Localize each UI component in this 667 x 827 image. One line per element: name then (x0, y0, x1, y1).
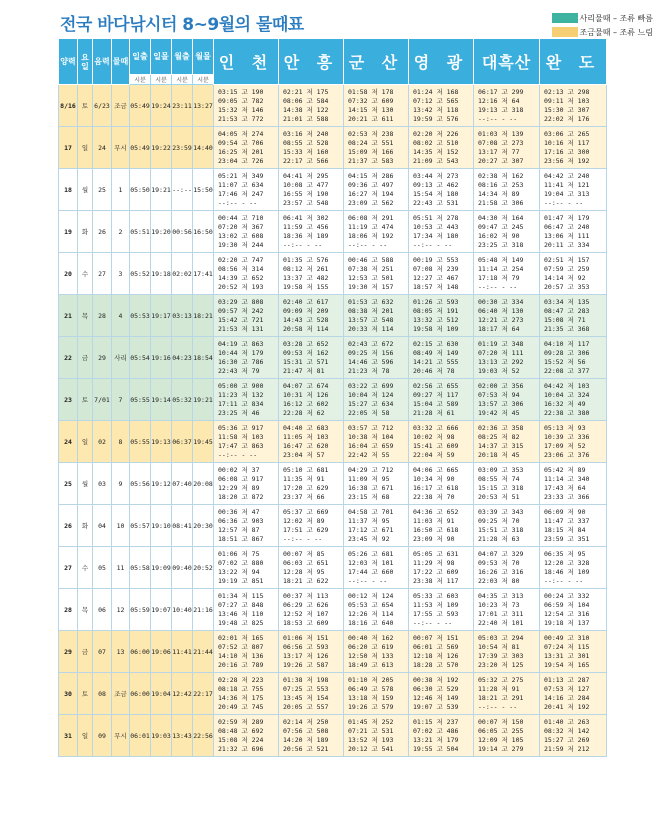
sunrise-cell: 05:50 (130, 169, 151, 211)
legend-item-neap-tide (552, 26, 653, 38)
moonset-cell: 19:45 (193, 421, 214, 463)
sunset-cell: 19:24 (151, 85, 172, 127)
lunar-date-cell: 02 (93, 421, 112, 463)
tide-times-anheung: 04:07 고 674 10:31 저 126 16:12 고 602 22:28 저 62 (279, 379, 344, 421)
moonrise-cell: 06:37 (172, 421, 193, 463)
sunrise-cell: 05:51 (130, 211, 151, 253)
solar-date-cell: 25 (59, 463, 78, 505)
moonset-cell: 14:40 (193, 127, 214, 169)
sunrise-cell: 06:00 (130, 631, 151, 673)
moonrise-cell: 23:59 (172, 127, 193, 169)
tide-times-daeheuksan: 05:03 고 294 10:54 저 81 17:39 고 303 23:20 저 125 (474, 631, 540, 673)
moonset-cell: 19:21 (193, 379, 214, 421)
sunset-cell: 19:12 (151, 463, 172, 505)
moonset-cell: 22:17 (193, 673, 214, 715)
tide-times-yeonggwang: 01:24 저 168 07:12 고 565 13:42 저 118 19:59 고 576 (409, 85, 474, 127)
tide-times-wando: 00:24 고 332 06:59 저 104 12:54 고 316 19:18 저 137 (540, 589, 607, 631)
tide-times-anheung: 00:37 저 113 06:29 고 626 12:52 저 107 18:53 고 609 (279, 589, 344, 631)
tide-times-yeonggwang: 01:26 고 593 08:05 저 191 13:32 고 512 19:58 저 109 (409, 295, 474, 337)
header-tide-name: 물때 (112, 39, 130, 85)
tide-times-anheung: 03:16 저 240 08:55 고 528 15:33 저 160 22:17 고 566 (279, 127, 344, 169)
moonrise-cell: 10:40 (172, 589, 193, 631)
weekday-cell: 수 (78, 547, 93, 589)
tide-times-gunsan: 02:43 고 672 09:25 저 156 14:46 고 596 21:23 저 78 (344, 337, 409, 379)
tide-name-cell: 9 (112, 463, 130, 505)
tide-times-yeonggwang: 03:32 고 666 10:02 저 98 15:41 고 609 22:04 저 59 (409, 421, 474, 463)
tide-times-wando: 01:40 고 263 08:32 저 142 15:27 고 269 21:59 저 212 (540, 715, 607, 757)
tide-times-wando: 03:34 저 135 08:47 고 283 15:08 저 71 21:35 고 368 (540, 295, 607, 337)
tide-times-anheung: 05:37 고 669 12:02 저 89 17:51 고 629 --:-- - -- (279, 505, 344, 547)
tide-times-incheon: 02:59 저 289 08:48 고 692 15:08 저 224 21:32 고 696 (214, 715, 279, 757)
tide-times-gunsan: 04:58 고 701 11:37 저 95 17:12 고 671 23:45 저 92 (344, 505, 409, 547)
weekday-cell: 월 (78, 169, 93, 211)
tide-times-yeonggwang: 04:36 고 652 11:03 저 91 16:50 고 618 23:09 저 90 (409, 505, 474, 547)
table-row (59, 295, 607, 337)
tide-times-daeheuksan: 05:48 저 149 11:14 고 254 17:18 저 79 --:-- - -- (474, 253, 540, 295)
tide-times-gunsan: 01:45 저 252 07:21 고 531 13:52 저 193 20:12 고 541 (344, 715, 409, 757)
tide-times-incheon: 02:01 저 165 07:52 고 807 14:10 저 136 20:16 고 789 (214, 631, 279, 673)
moonrise-cell: 07:40 (172, 463, 193, 505)
tide-times-yeonggwang: 03:44 저 273 09:13 고 462 15:54 저 180 22:43 고 531 (409, 169, 474, 211)
weekday-cell: 화 (78, 211, 93, 253)
page-title: 전국 바다낚시터 8~9월의 물때표 (60, 15, 304, 35)
tide-times-daeheuksan: 03:09 고 353 08:55 저 74 15:15 고 318 20:53 저 51 (474, 463, 540, 505)
tide-name-cell: 2 (112, 211, 130, 253)
solar-date-cell: 20 (59, 253, 78, 295)
tide-name-cell: 11 (112, 547, 130, 589)
sunset-cell: 19:10 (151, 505, 172, 547)
unit-label: 시분 (151, 75, 172, 85)
sunset-cell: 19:22 (151, 127, 172, 169)
moonset-cell: 22:56 (193, 715, 214, 757)
sunrise-cell: 05:56 (130, 463, 151, 505)
tide-times-incheon: 03:29 고 808 09:57 저 242 15:42 고 721 21:53 저 131 (214, 295, 279, 337)
header-station-wando: 완 도 (540, 39, 607, 85)
sunrise-cell: 06:00 (130, 673, 151, 715)
sunset-cell: 19:07 (151, 589, 172, 631)
moonset-cell: 20:08 (193, 463, 214, 505)
solar-date-cell: 17 (59, 127, 78, 169)
legend-swatch (552, 13, 578, 23)
sunrise-cell: 05:49 (130, 127, 151, 169)
lunar-date-cell: 24 (93, 127, 112, 169)
lunar-date-cell: 04 (93, 505, 112, 547)
moonrise-cell: 08:41 (172, 505, 193, 547)
moonset-cell: 20:30 (193, 505, 214, 547)
header-weekday: 요일 (78, 39, 93, 85)
lunar-date-cell: 25 (93, 169, 112, 211)
tide-times-wando: 05:42 저 89 11:14 고 340 17:43 저 64 23:33 고 366 (540, 463, 607, 505)
lunar-date-cell: 28 (93, 295, 112, 337)
tide-times-incheon: 01:06 저 75 07:02 고 880 13:22 저 94 19:19 고 851 (214, 547, 279, 589)
moonset-cell: 21:44 (193, 631, 214, 673)
legend-swatch (552, 27, 578, 37)
tide-times-yeonggwang: 00:19 고 553 07:08 저 239 12:27 고 467 18:57 저 148 (409, 253, 474, 295)
tide-times-wando: 04:10 저 117 09:28 고 306 15:52 저 56 22:08 고 377 (540, 337, 607, 379)
weekday-cell: 월 (78, 463, 93, 505)
tide-times-gunsan: 01:58 저 178 07:32 고 609 14:15 저 130 20:21 고 611 (344, 85, 409, 127)
lunar-date-cell: 05 (93, 547, 112, 589)
tide-times-anheung: 02:40 고 617 09:09 저 209 14:43 고 528 20:58 저 114 (279, 295, 344, 337)
tide-times-gunsan: 03:22 고 699 10:04 저 124 15:27 고 634 22:05 저 58 (344, 379, 409, 421)
weekday-cell: 토 (78, 85, 93, 127)
tide-times-daeheuksan: 06:17 고 299 12:16 저 64 19:13 고 318 --:-- - -- (474, 85, 540, 127)
tide-times-wando: 03:06 고 265 10:16 저 117 17:16 고 300 23:56 저 192 (540, 127, 607, 169)
legend (552, 12, 653, 40)
table-row (59, 169, 607, 211)
tide-times-yeonggwang: 00:07 저 151 06:01 고 569 12:18 저 126 18:28 고 570 (409, 631, 474, 673)
tide-times-incheon: 05:21 저 349 11:07 고 634 17:46 저 247 --:-- - -- (214, 169, 279, 211)
sunrise-cell: 05:59 (130, 589, 151, 631)
solar-date-cell: 8/16 (59, 85, 78, 127)
tide-name-cell: 1 (112, 169, 130, 211)
tide-times-incheon: 05:36 고 917 11:58 저 103 17:47 고 863 --:-- - -- (214, 421, 279, 463)
lunar-date-cell: 09 (93, 715, 112, 757)
tide-times-daeheuksan: 04:30 저 164 09:47 고 245 16:02 저 90 23:25 고 318 (474, 211, 540, 253)
unit-label: 시분 (130, 75, 151, 85)
header-moonset: 월몰 (193, 39, 214, 75)
moonset-cell: 13:27 (193, 85, 214, 127)
tide-name-cell: 10 (112, 505, 130, 547)
legend-item-spring-tide (552, 12, 653, 24)
sunrise-cell: 05:52 (130, 253, 151, 295)
sunset-cell: 19:04 (151, 673, 172, 715)
tide-times-gunsan: 04:15 저 286 09:36 고 497 16:27 저 194 23:09 고 562 (344, 169, 409, 211)
table-row (59, 505, 607, 547)
tide-name-cell: 조금 (112, 673, 130, 715)
tide-times-incheon: 04:05 저 274 09:54 고 706 16:25 저 201 23:04 고 726 (214, 127, 279, 169)
tide-times-gunsan: 06:08 저 291 11:19 고 474 18:06 저 192 --:-- - -- (344, 211, 409, 253)
tide-times-wando: 01:47 저 179 06:47 고 240 13:06 저 111 20:11 고 334 (540, 211, 607, 253)
lunar-date-cell: 7/01 (93, 379, 112, 421)
solar-date-cell: 30 (59, 673, 78, 715)
tide-times-wando: 04:42 고 240 11:41 저 121 19:04 고 313 --:-- - -- (540, 169, 607, 211)
tide-times-anheung: 01:06 저 151 06:56 고 593 13:17 저 126 19:26 고 587 (279, 631, 344, 673)
header-lunar-date: 음력 (93, 39, 112, 85)
tide-name-cell: 사리 (112, 337, 130, 379)
tide-times-gunsan: 05:26 고 681 12:03 저 101 17:44 고 660 --:-- - -- (344, 547, 409, 589)
tide-times-daeheuksan: 04:07 고 329 09:53 저 70 16:26 고 316 22:03 저 80 (474, 547, 540, 589)
tide-name-cell: 7 (112, 379, 130, 421)
sunset-cell: 19:21 (151, 169, 172, 211)
tide-table-body (59, 85, 607, 757)
tide-times-anheung: 02:14 저 250 07:56 고 508 14:20 저 189 20:56 고 521 (279, 715, 344, 757)
moonrise-cell: 09:40 (172, 547, 193, 589)
tide-times-anheung: 04:41 저 295 10:08 고 477 16:55 저 190 23:57 고 548 (279, 169, 344, 211)
tide-times-incheon: 05:00 고 900 11:23 저 132 17:11 고 834 23:25 저 46 (214, 379, 279, 421)
tide-table (58, 38, 607, 757)
unit-label: 시분 (193, 75, 214, 85)
moonrise-cell: 12:42 (172, 673, 193, 715)
tide-times-wando: 06:35 저 95 12:20 고 328 18:46 저 109 --:-- - -- (540, 547, 607, 589)
solar-date-cell: 28 (59, 589, 78, 631)
lunar-date-cell: 08 (93, 673, 112, 715)
tide-times-incheon: 02:20 고 747 08:56 저 314 14:39 고 652 20:52 저 193 (214, 253, 279, 295)
weekday-cell: 일 (78, 715, 93, 757)
header-station-incheon: 인 천 (214, 39, 279, 85)
moonset-cell: 15:50 (193, 169, 214, 211)
moonset-cell: 21:16 (193, 589, 214, 631)
tide-times-gunsan: 00:12 저 124 05:53 고 654 12:26 저 114 18:16 고 640 (344, 589, 409, 631)
moonset-cell: 18:54 (193, 337, 214, 379)
table-row (59, 211, 607, 253)
tide-times-yeonggwang: 02:56 고 655 09:27 저 117 15:04 고 589 21:28 저 61 (409, 379, 474, 421)
sunset-cell: 19:20 (151, 211, 172, 253)
weekday-cell: 금 (78, 631, 93, 673)
tide-times-wando: 05:13 저 93 10:39 고 336 17:09 저 52 23:06 고 376 (540, 421, 607, 463)
solar-date-cell: 24 (59, 421, 78, 463)
tide-times-incheon: 00:02 저 37 06:08 고 917 12:29 저 89 18:20 고 872 (214, 463, 279, 505)
moonrise-cell: 03:13 (172, 295, 193, 337)
header-sunrise: 일출 (130, 39, 151, 75)
moonrise-cell: 00:56 (172, 211, 193, 253)
sunrise-cell: 05:53 (130, 295, 151, 337)
moonset-cell: 20:52 (193, 547, 214, 589)
tide-times-daeheuksan: 01:03 저 139 07:08 고 273 13:17 저 77 20:27 고 307 (474, 127, 540, 169)
tide-times-gunsan: 00:40 저 162 06:20 고 619 12:50 저 133 18:49 고 613 (344, 631, 409, 673)
tide-name-cell: 3 (112, 253, 130, 295)
tide-times-daeheuksan: 01:19 고 348 07:20 저 111 13:13 고 292 19:03 저 52 (474, 337, 540, 379)
tide-times-wando: 01:13 고 287 07:53 저 127 14:16 고 284 20:41 저 192 (540, 673, 607, 715)
moonrise-cell: 23:11 (172, 85, 193, 127)
solar-date-cell: 27 (59, 547, 78, 589)
sunset-cell: 19:18 (151, 253, 172, 295)
sunset-cell: 19:06 (151, 631, 172, 673)
tide-name-cell: 조금 (112, 85, 130, 127)
solar-date-cell: 22 (59, 337, 78, 379)
tide-times-daeheuksan: 00:30 고 334 06:40 저 130 12:21 고 273 18:17 저 64 (474, 295, 540, 337)
weekday-cell: 일 (78, 127, 93, 169)
tide-times-anheung: 02:21 저 175 08:06 고 584 14:38 저 122 21:01 고 588 (279, 85, 344, 127)
tide-times-yeonggwang: 05:51 저 278 10:53 고 443 17:34 저 180 --:-- - -- (409, 211, 474, 253)
tide-times-anheung: 04:40 고 683 11:05 저 103 16:47 고 620 23:04 저 57 (279, 421, 344, 463)
legend-label: 조금물때 – 조류 느림 (579, 27, 653, 37)
tide-times-yeonggwang: 01:15 저 237 07:02 고 486 13:21 저 179 19:55 고 504 (409, 715, 474, 757)
tide-times-daeheuksan: 03:39 고 343 09:25 저 70 15:51 고 318 21:28 저 63 (474, 505, 540, 547)
weekday-cell: 목 (78, 589, 93, 631)
tide-times-daeheuksan: 02:36 고 358 08:25 저 82 14:37 고 315 20:18 저 45 (474, 421, 540, 463)
lunar-date-cell: 6/23 (93, 85, 112, 127)
tide-times-anheung: 01:35 고 576 08:12 저 261 13:37 고 482 19:58 저 155 (279, 253, 344, 295)
tide-name-cell: 12 (112, 589, 130, 631)
solar-date-cell: 18 (59, 169, 78, 211)
tide-times-yeonggwang: 04:06 고 665 10:34 저 90 16:17 고 618 22:38 저 70 (409, 463, 474, 505)
tide-times-anheung: 00:07 저 85 06:03 고 651 12:28 저 95 18:21 고 622 (279, 547, 344, 589)
moonset-cell: 16:50 (193, 211, 214, 253)
weekday-cell: 목 (78, 295, 93, 337)
lunar-date-cell: 03 (93, 463, 112, 505)
unit-label: 시분 (172, 75, 193, 85)
moonrise-cell: 02:02 (172, 253, 193, 295)
sunset-cell: 19:17 (151, 295, 172, 337)
moonrise-cell: 05:32 (172, 379, 193, 421)
sunset-cell: 19:14 (151, 379, 172, 421)
moonset-cell: 18:21 (193, 295, 214, 337)
sunset-cell: 19:16 (151, 337, 172, 379)
lunar-date-cell: 26 (93, 211, 112, 253)
tide-times-gunsan: 04:29 고 712 11:09 저 95 16:38 고 671 23:15 저 68 (344, 463, 409, 505)
table-row (59, 715, 607, 757)
tide-times-yeonggwang: 02:15 고 630 08:49 저 149 14:21 고 555 20:46 저 78 (409, 337, 474, 379)
tide-times-daeheuksan: 02:38 저 162 08:16 고 253 14:34 저 89 21:58 고 306 (474, 169, 540, 211)
tide-times-incheon: 00:44 고 710 07:20 저 367 13:02 고 608 19:30 저 244 (214, 211, 279, 253)
sunset-cell: 19:09 (151, 547, 172, 589)
lunar-date-cell: 29 (93, 337, 112, 379)
header-station-anheung: 안 흥 (279, 39, 344, 85)
weekday-cell: 수 (78, 253, 93, 295)
legend-label: 사리물때 – 조류 빠름 (579, 13, 653, 23)
table-row (59, 421, 607, 463)
tide-times-gunsan: 00:46 고 588 07:38 저 251 12:53 고 501 19:30 저 157 (344, 253, 409, 295)
sunrise-cell: 05:49 (130, 85, 151, 127)
tide-times-incheon: 04:19 고 863 10:44 저 179 16:30 고 786 22:43 저 79 (214, 337, 279, 379)
tide-times-wando: 00:49 고 310 07:24 저 115 13:31 고 301 19:54 저 165 (540, 631, 607, 673)
header-sunset: 일몰 (151, 39, 172, 75)
table-row (59, 631, 607, 673)
moonrise-cell: 04:23 (172, 337, 193, 379)
moonrise-cell: 11:41 (172, 631, 193, 673)
weekday-cell: 토 (78, 379, 93, 421)
tide-times-daeheuksan: 04:35 고 313 10:23 저 73 17:01 고 311 22:40 저 101 (474, 589, 540, 631)
tide-times-daeheuksan: 05:32 고 275 11:28 저 91 18:21 고 291 --:-- - -- (474, 673, 540, 715)
tide-times-wando: 04:42 저 103 10:04 고 324 16:32 저 49 22:38 고 380 (540, 379, 607, 421)
tide-times-yeonggwang: 00:38 저 192 06:30 고 529 12:46 저 149 19:07 고 539 (409, 673, 474, 715)
table-row (59, 463, 607, 505)
tide-times-anheung: 01:38 저 198 07:25 고 553 13:45 저 154 20:05 고 557 (279, 673, 344, 715)
sunset-cell: 19:13 (151, 421, 172, 463)
tide-times-gunsan: 03:57 고 712 10:38 저 104 16:04 고 659 22:42 저 55 (344, 421, 409, 463)
table-row (59, 85, 607, 127)
lunar-date-cell: 27 (93, 253, 112, 295)
sunrise-cell: 05:54 (130, 337, 151, 379)
weekday-cell: 화 (78, 505, 93, 547)
tide-times-wando: 02:51 저 157 07:59 고 259 14:14 저 92 20:57 고 353 (540, 253, 607, 295)
sunrise-cell: 05:58 (130, 547, 151, 589)
tide-times-incheon: 02:28 저 223 08:18 고 755 14:36 저 175 20:49 고 745 (214, 673, 279, 715)
solar-date-cell: 23 (59, 379, 78, 421)
tide-times-anheung: 06:41 저 302 11:59 고 456 18:36 저 189 --:-- - -- (279, 211, 344, 253)
tide-times-wando: 02:13 고 298 09:11 저 103 15:30 고 307 22:02 저 176 (540, 85, 607, 127)
tide-name-cell: 8 (112, 421, 130, 463)
tide-times-incheon: 00:36 저 47 06:36 고 903 12:57 저 87 18:51 고 867 (214, 505, 279, 547)
tide-times-incheon: 01:34 저 115 07:27 고 848 13:46 저 110 19:48 고 825 (214, 589, 279, 631)
lunar-date-cell: 07 (93, 631, 112, 673)
sunrise-cell: 05:57 (130, 505, 151, 547)
header-solar-date: 양력 (59, 39, 78, 85)
tide-times-gunsan: 01:53 고 632 08:38 저 201 13:57 고 548 20:33 저 114 (344, 295, 409, 337)
tide-times-yeonggwang: 02:20 저 226 08:02 고 510 14:35 저 152 21:09 고 543 (409, 127, 474, 169)
tide-times-daeheuksan: 00:07 저 150 06:05 고 255 12:09 저 105 19:14 고 279 (474, 715, 540, 757)
lunar-date-cell: 06 (93, 589, 112, 631)
table-row (59, 127, 607, 169)
tide-times-anheung: 03:28 고 652 09:53 저 162 15:31 고 571 21:47 저 81 (279, 337, 344, 379)
sunset-cell: 19:03 (151, 715, 172, 757)
header-station-gunsan: 군 산 (344, 39, 409, 85)
tide-name-cell: 4 (112, 295, 130, 337)
tide-times-anheung: 05:10 고 681 11:35 저 91 17:20 고 629 23:37 저 66 (279, 463, 344, 505)
header-station-daeheuksan: 대흑산 (474, 39, 540, 85)
sunrise-cell: 06:01 (130, 715, 151, 757)
solar-date-cell: 31 (59, 715, 78, 757)
tide-times-incheon: 03:15 고 190 09:05 고 782 15:32 저 146 21:53 고 772 (214, 85, 279, 127)
table-row (59, 673, 607, 715)
solar-date-cell: 21 (59, 295, 78, 337)
moonrise-cell: --:-- (172, 169, 193, 211)
solar-date-cell: 19 (59, 211, 78, 253)
tide-name-cell: 13 (112, 631, 130, 673)
moonrise-cell: 13:43 (172, 715, 193, 757)
tide-times-daeheuksan: 02:00 고 356 07:53 저 94 13:57 고 306 19:42 저 45 (474, 379, 540, 421)
table-row (59, 589, 607, 631)
weekday-cell: 금 (78, 337, 93, 379)
solar-date-cell: 29 (59, 631, 78, 673)
weekday-cell: 토 (78, 673, 93, 715)
tide-times-wando: 06:09 저 90 11:47 고 337 18:15 저 84 23:59 고 351 (540, 505, 607, 547)
tide-times-yeonggwang: 05:05 고 631 11:29 저 98 17:22 고 609 23:38 저 117 (409, 547, 474, 589)
sunrise-cell: 05:55 (130, 379, 151, 421)
table-row (59, 379, 607, 421)
moonset-cell: 17:41 (193, 253, 214, 295)
table-row (59, 547, 607, 589)
weekday-cell: 일 (78, 421, 93, 463)
tide-times-gunsan: 01:10 저 205 06:49 고 578 13:18 저 159 19:26 고 579 (344, 673, 409, 715)
sunrise-cell: 05:55 (130, 421, 151, 463)
solar-date-cell: 26 (59, 505, 78, 547)
tide-name-cell: 무시 (112, 127, 130, 169)
header-moonrise: 월출 (172, 39, 193, 75)
table-row (59, 337, 607, 379)
tide-times-yeonggwang: 05:33 고 603 11:53 저 109 17:55 고 593 --:-- - -- (409, 589, 474, 631)
header-station-yeonggwang: 영 광 (409, 39, 474, 85)
header-row (59, 39, 607, 75)
tide-times-gunsan: 02:53 저 238 08:24 고 551 15:09 저 166 21:37 고 583 (344, 127, 409, 169)
tide-name-cell: 무시 (112, 715, 130, 757)
table-row (59, 253, 607, 295)
